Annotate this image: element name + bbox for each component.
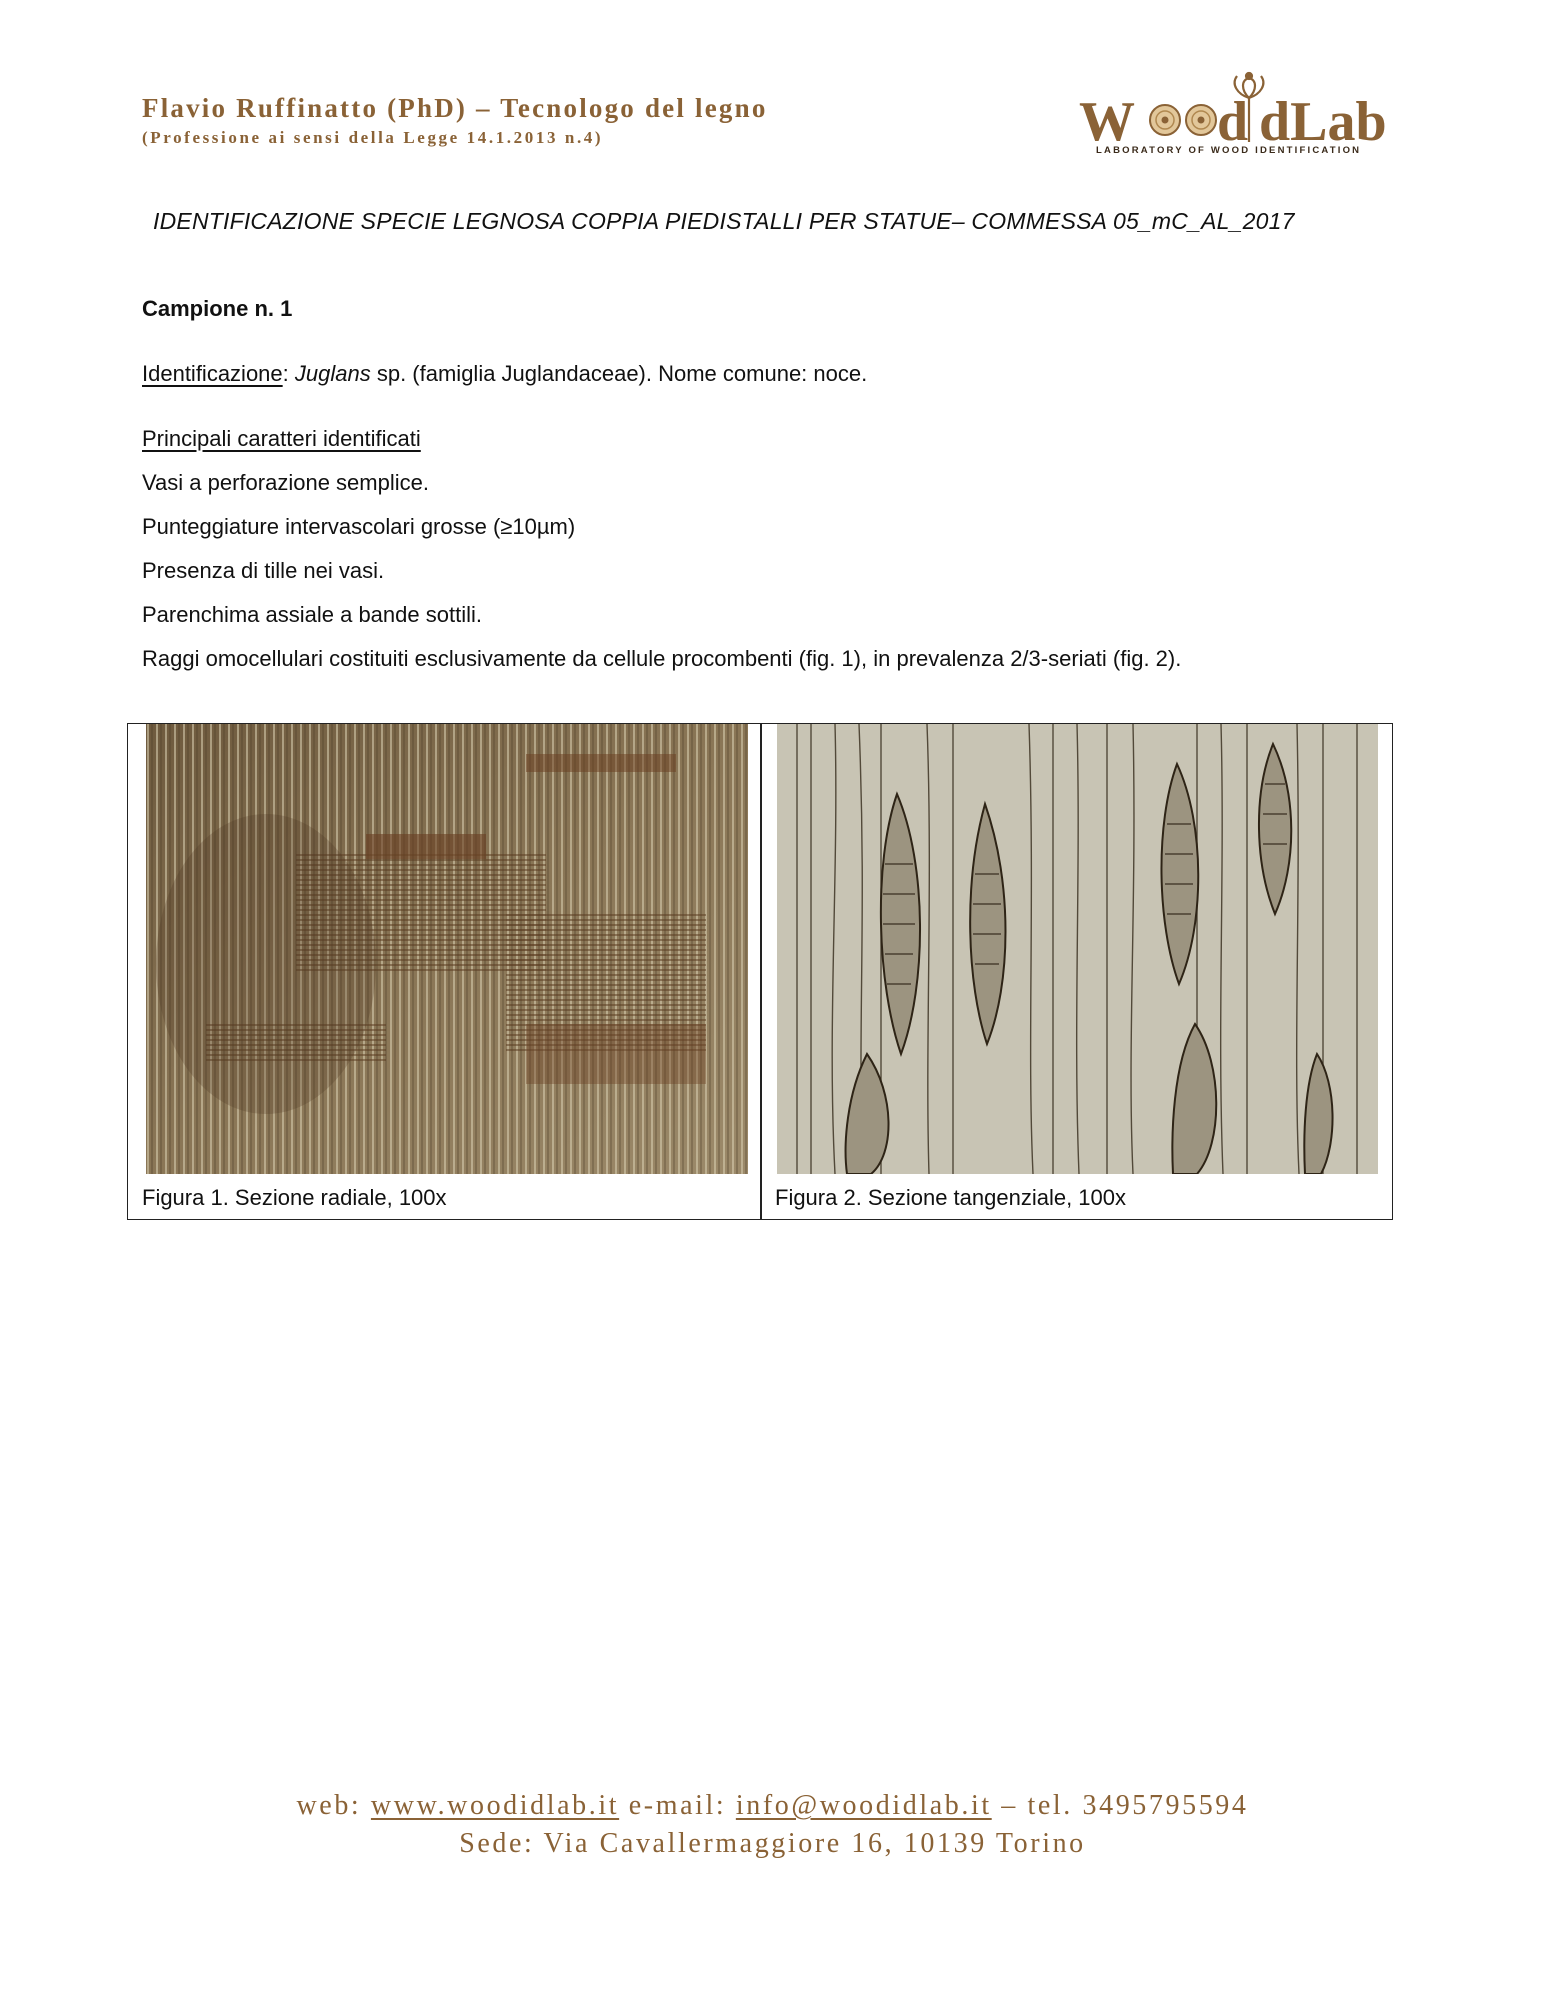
figures-divider — [760, 723, 762, 1220]
figure-1-micrograph — [146, 724, 748, 1174]
genus-name: Juglans — [294, 361, 371, 386]
svg-text:dLab: dLab — [1259, 91, 1387, 153]
character-item: Raggi omocellulari costituiti esclusivamente da cellule procombenti (fig. 1), in prevalenza 2/3-seriati (fig. 2). — [142, 646, 1182, 671]
document-title: IDENTIFICAZIONE SPECIE LEGNOSA COPPIA PIEDISTALLI PER STATUE– COMMESSA 05_mC_AL_2017 — [153, 208, 1295, 234]
characters-heading: Principali caratteri identificati — [142, 426, 421, 451]
figure-1-caption: Figura 1. Sezione radiale, 100x — [142, 1185, 447, 1210]
website-link[interactable]: www.woodidlab.it — [370, 1790, 620, 1821]
character-item: Presenza di tille nei vasi. — [142, 558, 385, 583]
colon: : — [282, 361, 295, 386]
author-name: Flavio Ruffinatto (PhD) – Tecnologo del legno — [142, 93, 768, 123]
author-subtitle: (Professione ai sensi della Legge 14.1.2013 n.4) — [142, 128, 604, 147]
svg-text:d: d — [1217, 91, 1249, 153]
character-item: Vasi a perforazione semplice. — [142, 470, 429, 495]
identification-text: sp. (famiglia Juglandaceae). Nome comune: noce. — [370, 361, 868, 386]
email-link[interactable]: info@woodidlab.it — [735, 1790, 992, 1821]
sample-label: Campione n. 1 — [142, 296, 293, 321]
footer-address: Sede: Via Cavallermaggiore 16, 10139 Torino — [459, 1828, 1086, 1859]
footer-contacts — [0, 1790, 1545, 1822]
phone-text: – tel. 3495795594 — [991, 1790, 1249, 1821]
logo-tagline: LABORATORY OF WOOD IDENTIFICATION — [1096, 145, 1362, 156]
svg-text:W: W — [1079, 91, 1135, 153]
figure-2-micrograph — [777, 724, 1378, 1174]
web-label: web: — [296, 1790, 371, 1821]
characters-list — [142, 470, 1181, 690]
identification-label: Identificazione — [142, 361, 283, 386]
woodidlab-logo — [1075, 68, 1395, 160]
figure-2-caption: Figura 2. Sezione tangenziale, 100x — [775, 1185, 1127, 1210]
email-label: e-mail: — [619, 1790, 736, 1821]
identification-line — [142, 361, 867, 387]
character-item: Parenchima assiale a bande sottili. — [142, 602, 482, 627]
character-item: Punteggiature intervascolari grosse (≥10µm) — [142, 514, 576, 539]
